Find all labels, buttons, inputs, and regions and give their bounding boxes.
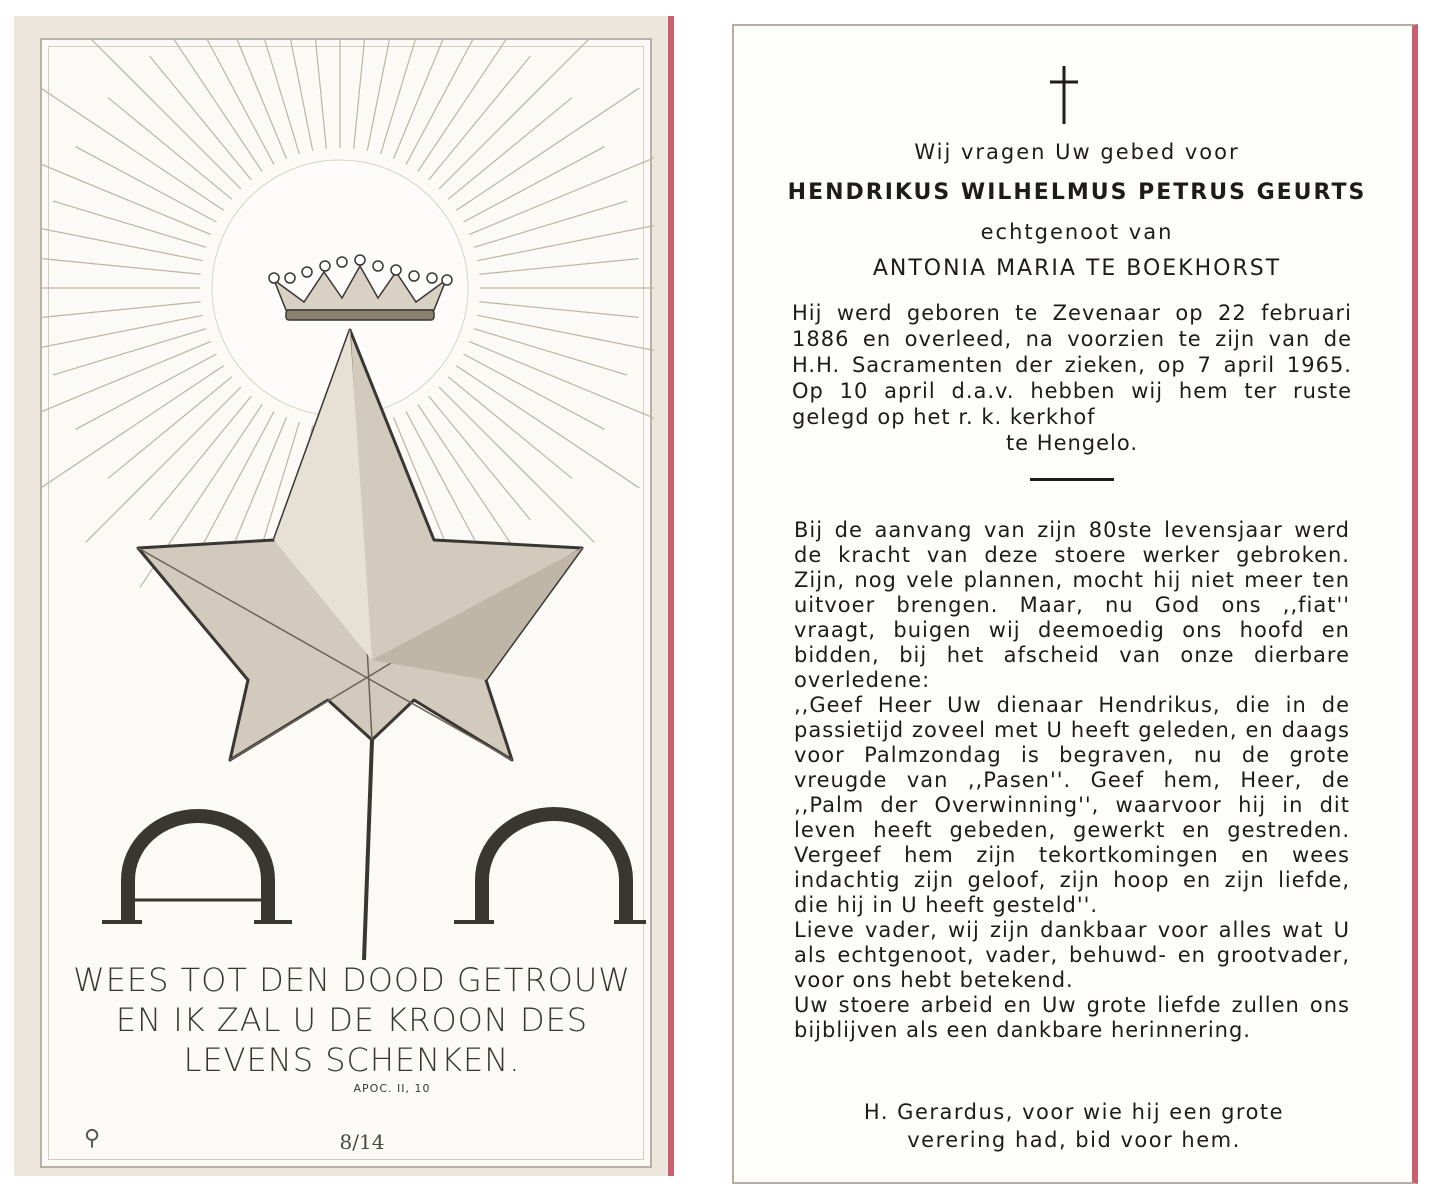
sun-ray [108, 377, 232, 479]
tribute-text [794, 518, 1350, 1043]
spouse-name: ANTONIA MARIA TE BOEKHORST [872, 256, 1282, 281]
sun-ray [429, 56, 531, 180]
sun-ray [202, 40, 286, 159]
tribute-paragraph: Uw stoere arbeid en Uw grote liefde zullen ons bijblijven als een dankbare herinnering. [794, 993, 1350, 1042]
sun-ray [474, 329, 627, 375]
sun-ray [42, 150, 211, 234]
deceased-name: HENDRIKUS WILHELMUS PETRUS GEURTS [787, 180, 1367, 205]
sun-ray [150, 396, 252, 520]
biography-text: Hij werd geboren te Zevenaar op 22 februari 1886 en overleed, na voorzien te zijn van de H.H. Sacramenten der zieken, op 7 april 1965. Op 10 april d.a.v. hebben wij hem ter ruste gelegd op het r. k. kerkhof [792, 301, 1352, 429]
section-divider [1030, 478, 1114, 481]
prayer-request: Wij vragen Uw gebed voor [914, 140, 1240, 164]
sun-ray [150, 56, 252, 180]
sun-ray [311, 40, 327, 149]
sun-ray [354, 40, 370, 149]
sun-ray [429, 396, 531, 520]
sun-ray [85, 387, 241, 543]
cross-icon [1042, 64, 1086, 126]
sun-ray [448, 377, 572, 479]
publisher-mark-icon: ⚲ [84, 1126, 101, 1151]
sun-ray [456, 366, 639, 488]
sun-ray [53, 201, 206, 247]
tribute-paragraph: Bij de aanvang van zijn 80ste levensjaar werd de kracht van deze stoere werker gebroken. Zijn, nog vele plannen, mocht hij niet meer ten uitvoer brengen. Maar, nu God ons ,,fiat'' vraagt, buigen wij deemoedig ons hoofd en bidden, bij het afscheid van onze dierbare overledene: [794, 518, 1350, 692]
biography-paragraph [792, 300, 1352, 456]
biography-last-line: te Hengelo. [1005, 431, 1139, 455]
sun-ray [42, 366, 224, 488]
spouse-label: echtgenoot van [980, 220, 1174, 244]
motto-line-2: EN IK ZAL U DE KROON DES [115, 1001, 589, 1039]
alpha-icon [102, 816, 292, 922]
closing-line-1: H. Gerardus, voor wie hij een grote [863, 1100, 1285, 1124]
sun-ray [477, 315, 654, 358]
leaf-stem-icon [364, 740, 372, 960]
sun-ray [53, 329, 206, 375]
card-code: 8/14 [339, 1130, 385, 1154]
sun-ray [469, 150, 654, 234]
sun-ray [439, 387, 595, 543]
sun-ray [474, 201, 627, 247]
sun-ray [479, 259, 638, 275]
sun-ray [479, 302, 638, 318]
left-card-frame [40, 38, 652, 1168]
motto-line-1: WEES TOT DEN DOOD GETROUW [73, 961, 631, 999]
sun-ray [85, 40, 241, 189]
tribute-paragraph: ,,Geef Heer Uw dienaar Hendrikus, die in de passietijd zoveel met U heeft geleden, en daags voor Palmzondag is begraven, nu de grote vreugde van ,,Pasen''. Geef hem, Heer, de ,,Palm der Overwinning'', waarvoor hij in dit leven heeft gebeden, gewerkt en gestreden. Vergeef hem zijn tekortkomingen en wees indachtig zijn geloof, zijn hoop en zijn liefde, die hij in U heeft gesteld''. [794, 693, 1350, 917]
sun-ray [448, 98, 572, 200]
sun-ray [469, 342, 654, 426]
sun-ray [108, 98, 232, 200]
right-card-text [732, 24, 1418, 1184]
ivy-leaf-icon [138, 330, 582, 760]
sun-ray [477, 218, 654, 261]
sun-ray [42, 342, 211, 426]
closing-line-2: verering had, bid voor hem. [907, 1128, 1241, 1152]
closing-prayer [794, 1098, 1354, 1154]
sun-ray [439, 40, 595, 189]
sun-ray [456, 88, 639, 210]
sun-ray [42, 88, 224, 210]
left-card-front [14, 16, 674, 1176]
sun-ray [394, 40, 478, 159]
omega-icon [454, 814, 646, 922]
scripture-reference: APOC. II, 10 [353, 1082, 431, 1095]
sun-ray [42, 302, 201, 318]
motto-line-3: LEVENS SCHENKEN. [183, 1041, 521, 1079]
tribute-paragraph: Lieve vader, wij zijn dankbaar voor alles wat U als echtgenoot, vader, behuwd- en grootvader, voor ons hebt betekend. [794, 918, 1350, 992]
sun-ray [42, 259, 201, 275]
